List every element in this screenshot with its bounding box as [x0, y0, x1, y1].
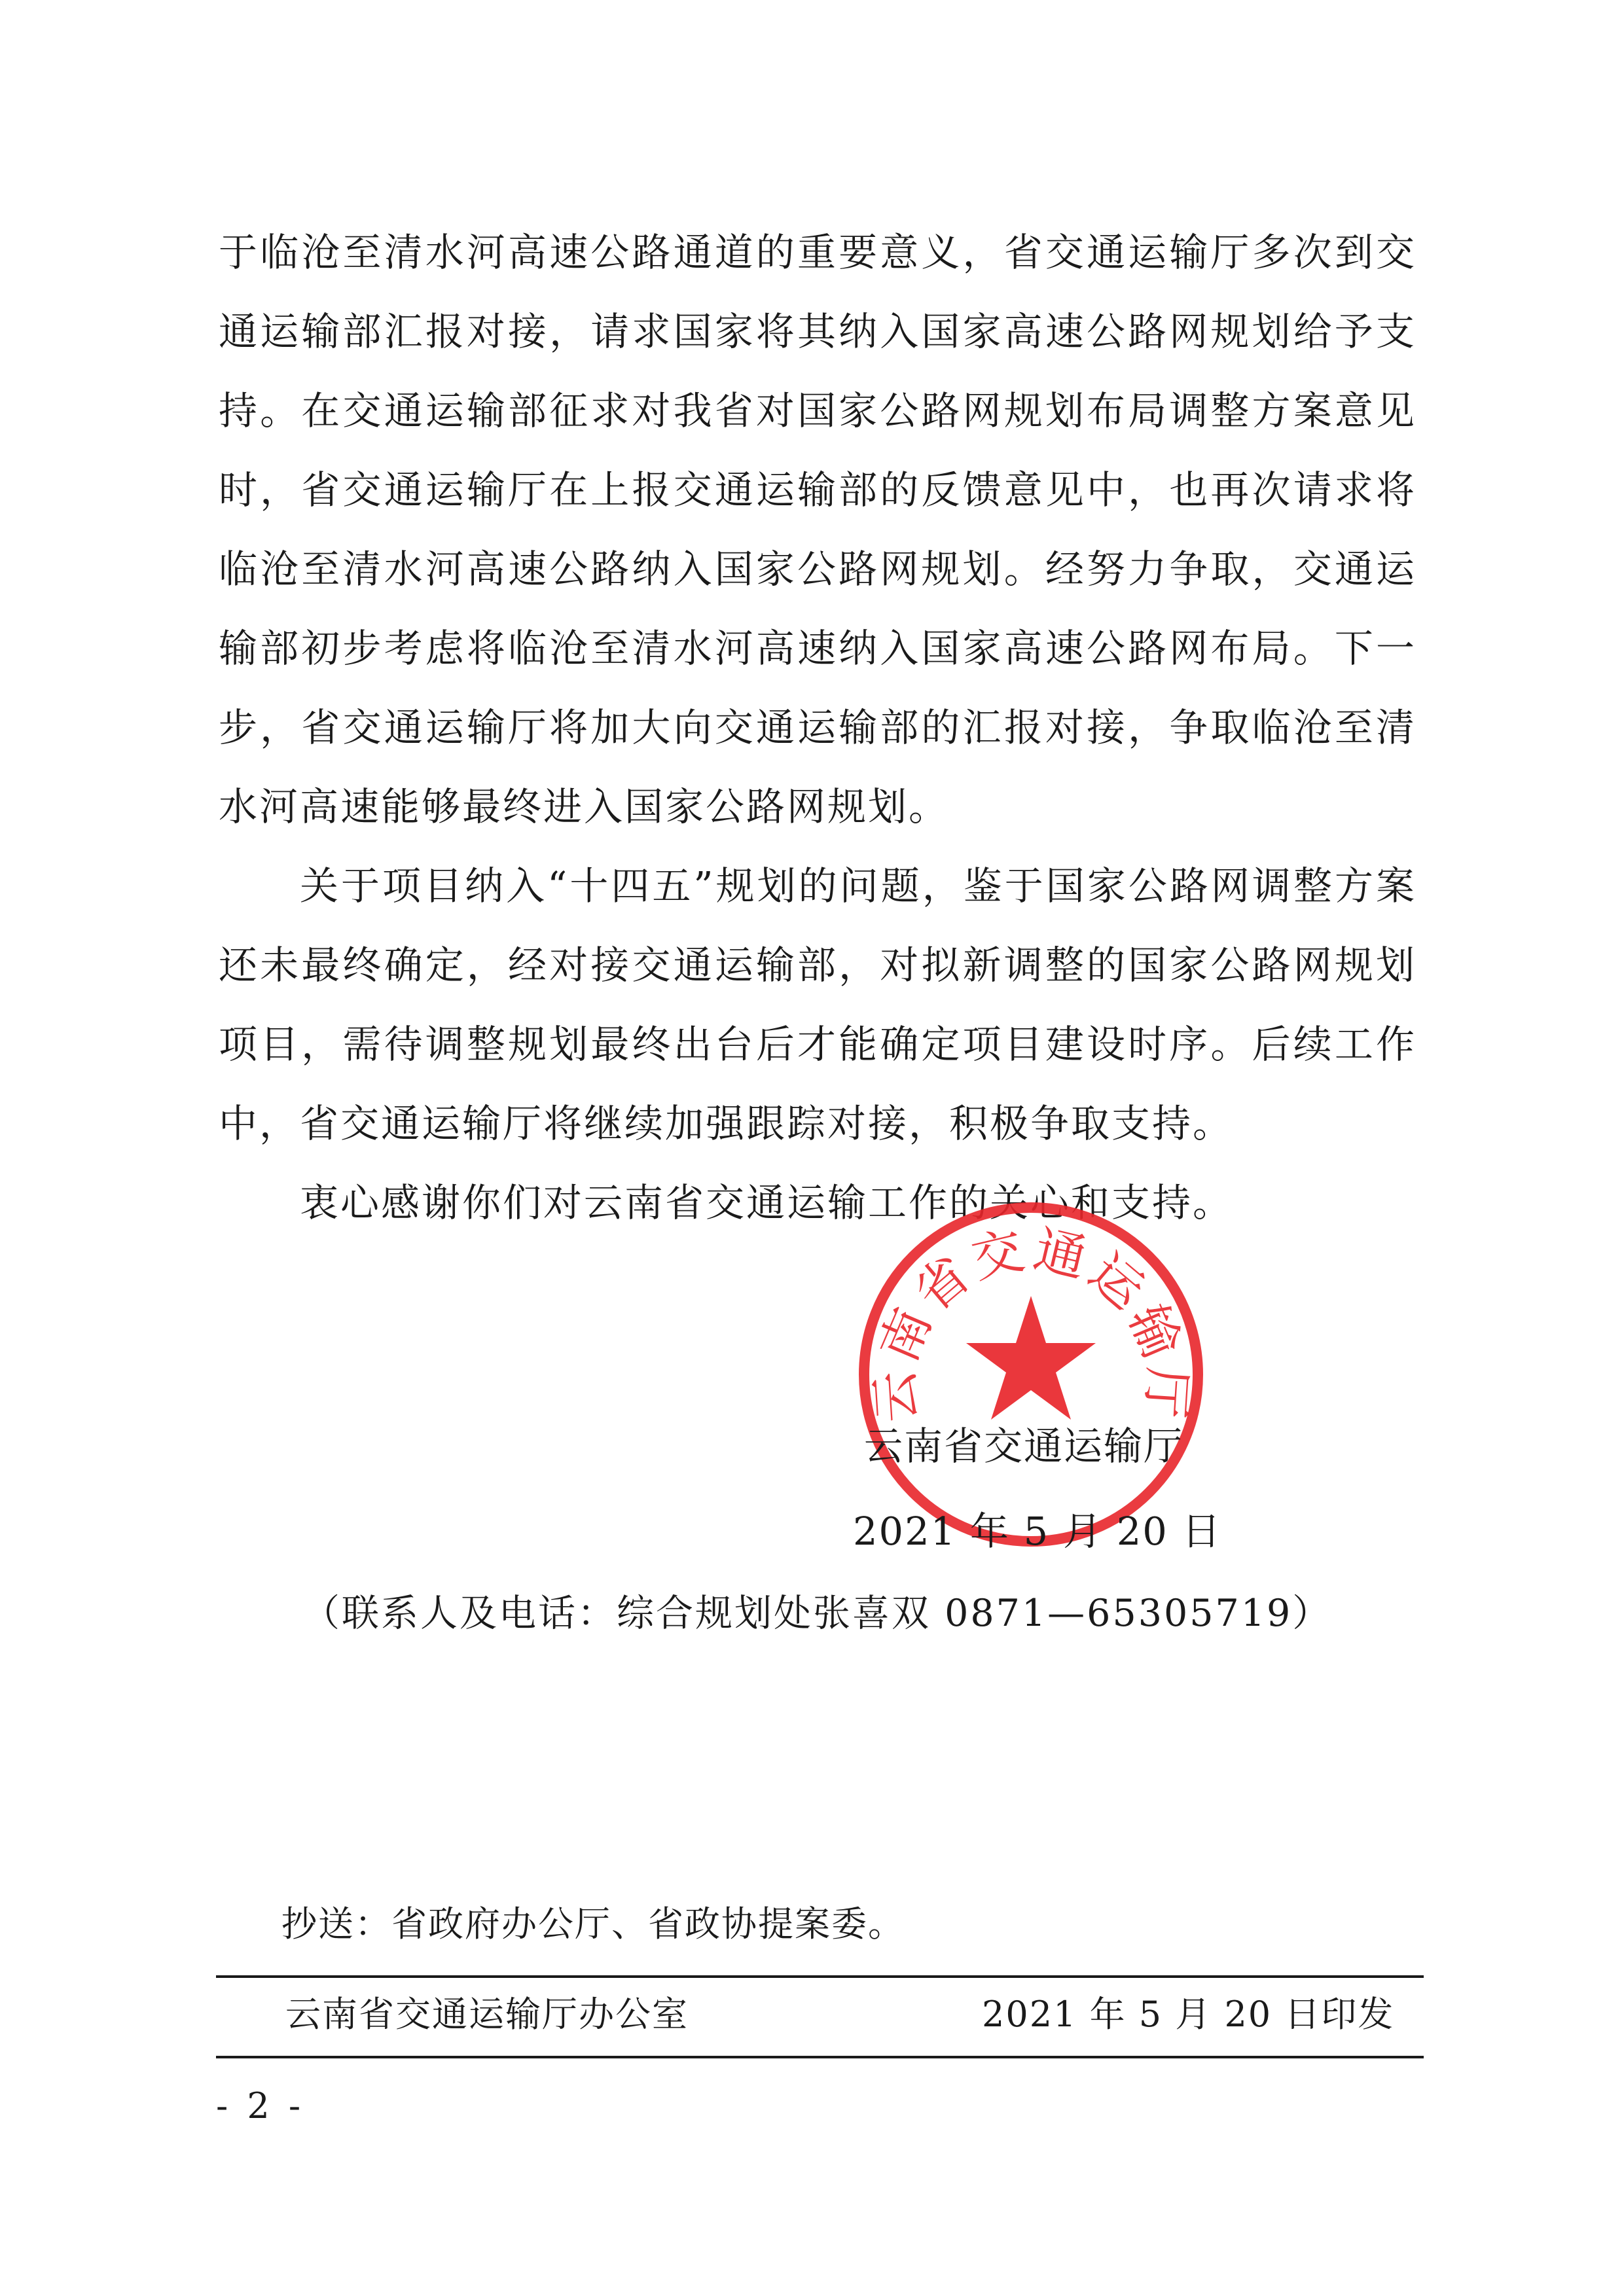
issuing-office: 云南省交通运输厅办公室	[285, 1994, 689, 2035]
cc-line: 抄送：省政府办公厅、省政协提案委。	[281, 1903, 905, 1945]
page-number: - 2 -	[216, 2085, 305, 2126]
paragraph-1: 于临沧至清水河高速公路通道的重要意义，省交通运输厅多次到交通运输部汇报对接，请求国家将其纳入国家高速公路网规划给予支持。在交通运输部征求对我省对国家公路网规划布局调整方案意见时，省交通运输厅在上报交通运输部的反馈意见中，也再次请求将临沧至清水河高速公路纳入国家公路网规划。经努力争取，交通运输部初步考虑将临沧至清水河高速纳入国家高速公路网布局。下一步，省交通运输厅将加大向交通运输部的汇报对接，争取临沧至清水河高速能够最终进入国家公路网规划。	[219, 230, 1416, 829]
footer-rule-bottom	[216, 2056, 1424, 2058]
paragraph-3: 衷心感谢你们对云南省交通运输工作的关心和支持。	[300, 1180, 1234, 1225]
seal-text: 云南省交通运输厅	[865, 1219, 1197, 1424]
official-seal	[854, 1198, 1208, 1551]
footer-rule-top	[216, 1975, 1424, 1978]
contact-info: （联系人及电话：综合规划处张喜双 0871—65305719）	[302, 1592, 1332, 1635]
seal-star-icon	[966, 1296, 1096, 1420]
paragraph-2: 关于项目纳入“十四五”规划的问题，鉴于国家公路网调整方案还未最终确定，经对接交通运输部，对拟新调整的国家公路网规划项目，需待调整规划最终出台后才能确定项目建设时序。后续工作中，省交通运输厅将继续加强跟踪对接，积极争取支持。	[219, 863, 1416, 1146]
print-date: 2021 年 5 月 20 日印发	[982, 1994, 1395, 2035]
letter-body	[219, 213, 1416, 1242]
signer-name: 云南省交通运输厅	[864, 1424, 1184, 1469]
signature-date: 2021 年 5 月 20 日	[853, 1509, 1222, 1554]
